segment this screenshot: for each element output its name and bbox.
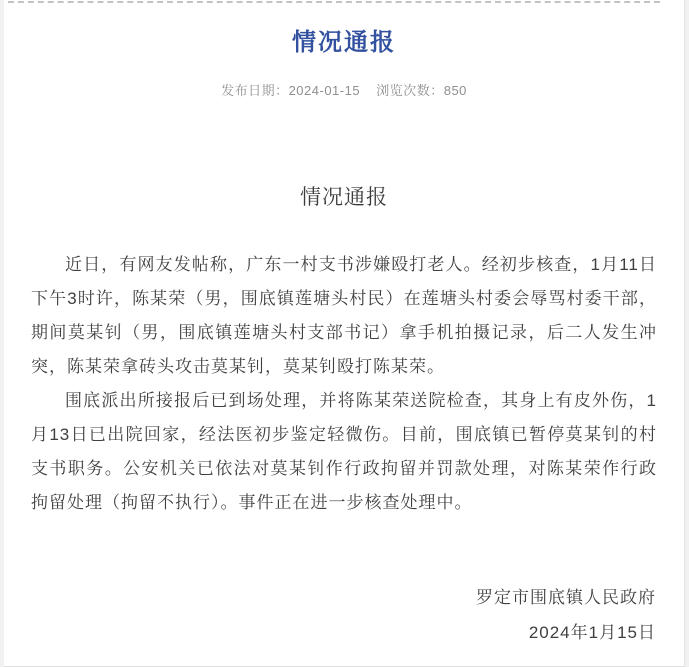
signature-date: 2024年1月15日 (528, 623, 656, 642)
publish-date-value: 2024-01-15 (288, 83, 361, 98)
signature-authority: 罗定市围底镇人民政府 (476, 588, 656, 607)
article-body (4, 248, 684, 520)
publish-meta-line (4, 84, 684, 98)
signature-block (4, 580, 684, 650)
top-dashed-divider (8, 1, 660, 3)
page-title: 情况通报 (292, 29, 396, 56)
article-paragraph: 围底派出所接报后已到场处理，并将陈某荣送院检查，其身上有皮外伤，1月13日已出院回家，经法医初步鉴定轻微伤。目前，围底镇已暂停莫某钊的村支书职务。公安机关已依法对莫某钊作行政拘留并罚款处理，对陈某荣作行政拘留处理（拘留不执行）。事件正在进一步核查处理中。 (31, 391, 657, 512)
views-value: 850 (443, 83, 467, 98)
views-group (376, 83, 467, 98)
article-title: 情况通报 (300, 186, 388, 209)
article-paragraph: 近日，有网友发帖称，广东一村支书涉嫌殴打老人。经初步核查，1月11日下午3时许，陈某荣（男，围底镇莲塘头村民）在莲塘头村委会辱骂村委干部，期间莫某钊（男，围底镇莲塘头村支部书记）拿手机拍摄记录，后二人发生冲突，陈某荣拿砖头攻击莫某钊，莫某钊殴打陈某荣。 (31, 255, 657, 376)
notice-content-card (4, 0, 685, 667)
views-label: 浏览次数： (376, 83, 444, 98)
publish-date-label: 发布日期： (221, 83, 289, 98)
